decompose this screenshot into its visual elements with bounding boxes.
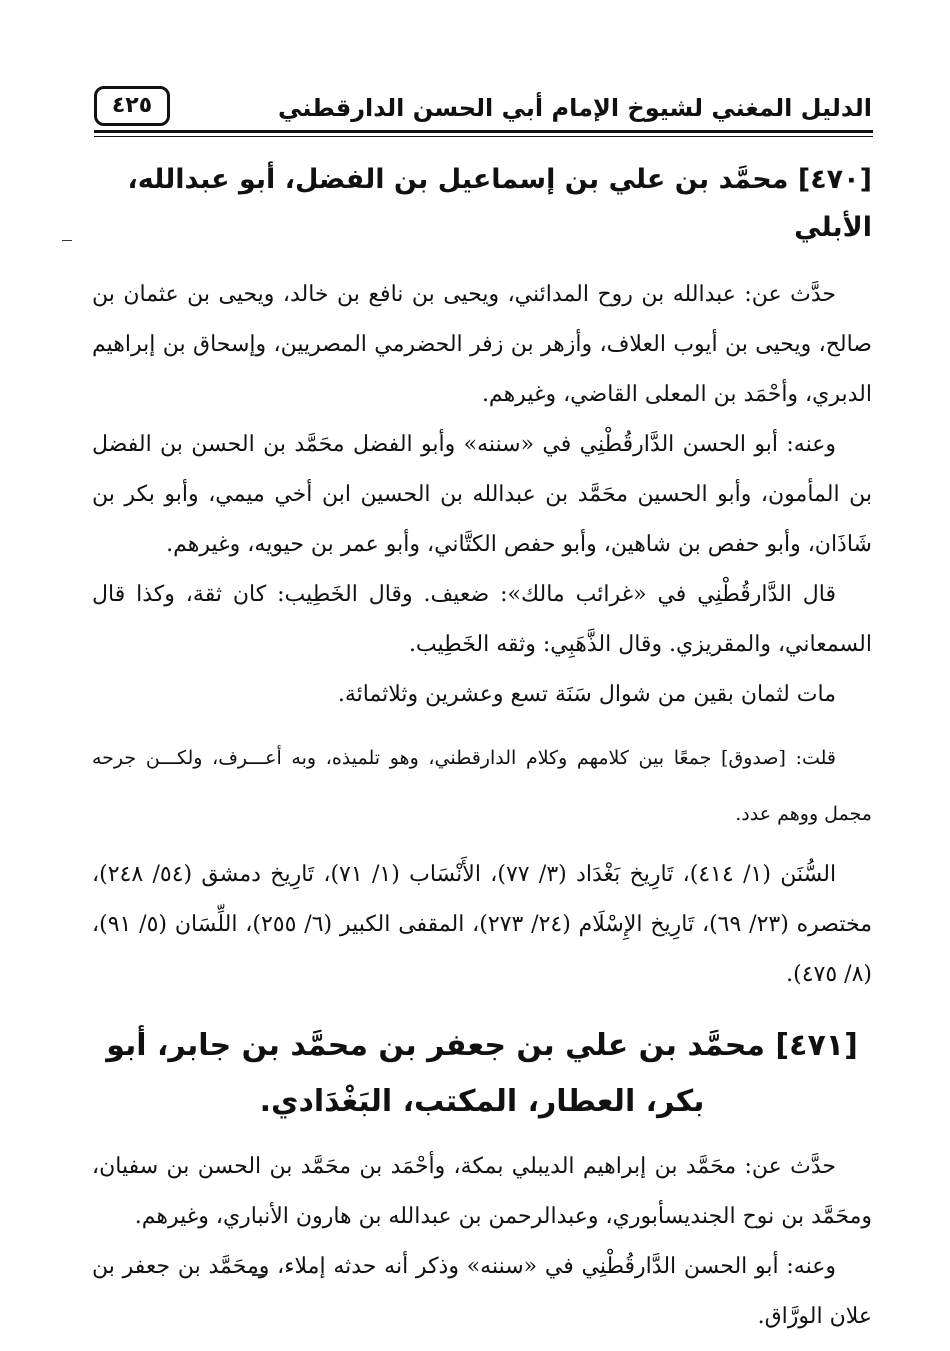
paragraph-grading: قال الدَّارقُطْنِي في «غرائب مالك»: ضعيف. وقال الخَطِيب: كان ثقة، وكذا قال السمعاني، والمقريزي. وقال الذَّهَبِي: وثقه الخَطِيب. [92, 582, 872, 657]
paragraph-teachers: حدَّث عن: محَمَّد بن إبراهيم الديبلي بمكة، وأحْمَد بن محَمَّد بن الحسن بن سفيان، ومحَمَّد بن نوح الجنديسأبوري، وعبدالرحمن بن عبدالله بن هارون الأنباري، وغيرهم. [92, 1154, 872, 1229]
paragraph-death: مات لثمان بقين من شوال سَنَة تسع وعشرين وثلاثمائة. [337, 682, 836, 707]
author-note: قلت: [صدوق] جمعًا بين كلامهم وكلام الدارقطني، وهو تلميذه، وبه أعـــرف، ولكـــن جرحه مجمل ووهم عدد. [92, 747, 872, 825]
spacer [92, 720, 872, 730]
entry-title: [٤٧٠] محمَّد بن علي بن إسماعيل بن الفضل، أبو عبدالله، الأبلي [127, 164, 872, 243]
entry-471 [92, 1018, 872, 1342]
header-rule-thin [94, 136, 873, 137]
stray-mark [62, 240, 72, 241]
running-title: الدليل المغني لشيوخ الإمام أبي الحسن الدارقطني [278, 94, 872, 122]
entry-470 [92, 156, 872, 1000]
stray-mark [252, 1274, 266, 1276]
page-number-badge: ٤٢٥ [94, 86, 170, 126]
paragraph-students: وعنه: أبو الحسن الدَّارقُطْنِي في «سننه» وذكر أنه حدثه إملاء، ومحَمَّد بن جعفر بن علان الورَّاق. [92, 1254, 872, 1329]
header-rule [94, 130, 873, 133]
main-content [92, 150, 872, 1342]
references: السُّنَن (١/ ٤١٤)، تَارِيخ بَغْدَاد (٣/ ٧٧)، الأَنْسَاب (١/ ٧١)، تَارِيخ دمشق (٥٤/ ٢٤٨)، مختصره (٢٣/ ٦٩)، تَارِيخ الإِسْلَام (٢٤/ ٢٧٣)، المقفى الكبير (٦/ ٢٥٥)، اللِّسَان (٥/ ٩١)، (٨/ ٤٧٥). [92, 862, 873, 987]
paragraph-students: وعنه: أبو الحسن الدَّارقُطْنِي في «سننه» وأبو الفضل محَمَّد بن الحسن بن الفضل بن المأمون، وأبو الحسين محَمَّد بن عبدالله بن الحسين ابن أخي ميمي، وأبو بكر بن شَاذَان، وأبو حفص بن شاهين، وأبو حفص الكتَّاني، وأبو عمر بن حيويه، وغيرهم. [92, 432, 872, 557]
paragraph-teachers: حدَّث عن: عبدالله بن روح المدائني، ويحيى بن نافع بن خالد، ويحيى بن عثمان بن صالح، ويحيى بن أيوب العلاف، وأزهر بن زفر الحضرمي المصريين، وإسحاق بن إبراهيم الدبري، وأحْمَد بن المعلى القاضي، وغيرهم. [92, 282, 872, 407]
entry-title: [٤٧١] محمَّد بن علي بن جعفر بن محمَّد بن جابر، أبو بكر، العطار، المكتب، البَغْدَادي. [106, 1028, 858, 1119]
